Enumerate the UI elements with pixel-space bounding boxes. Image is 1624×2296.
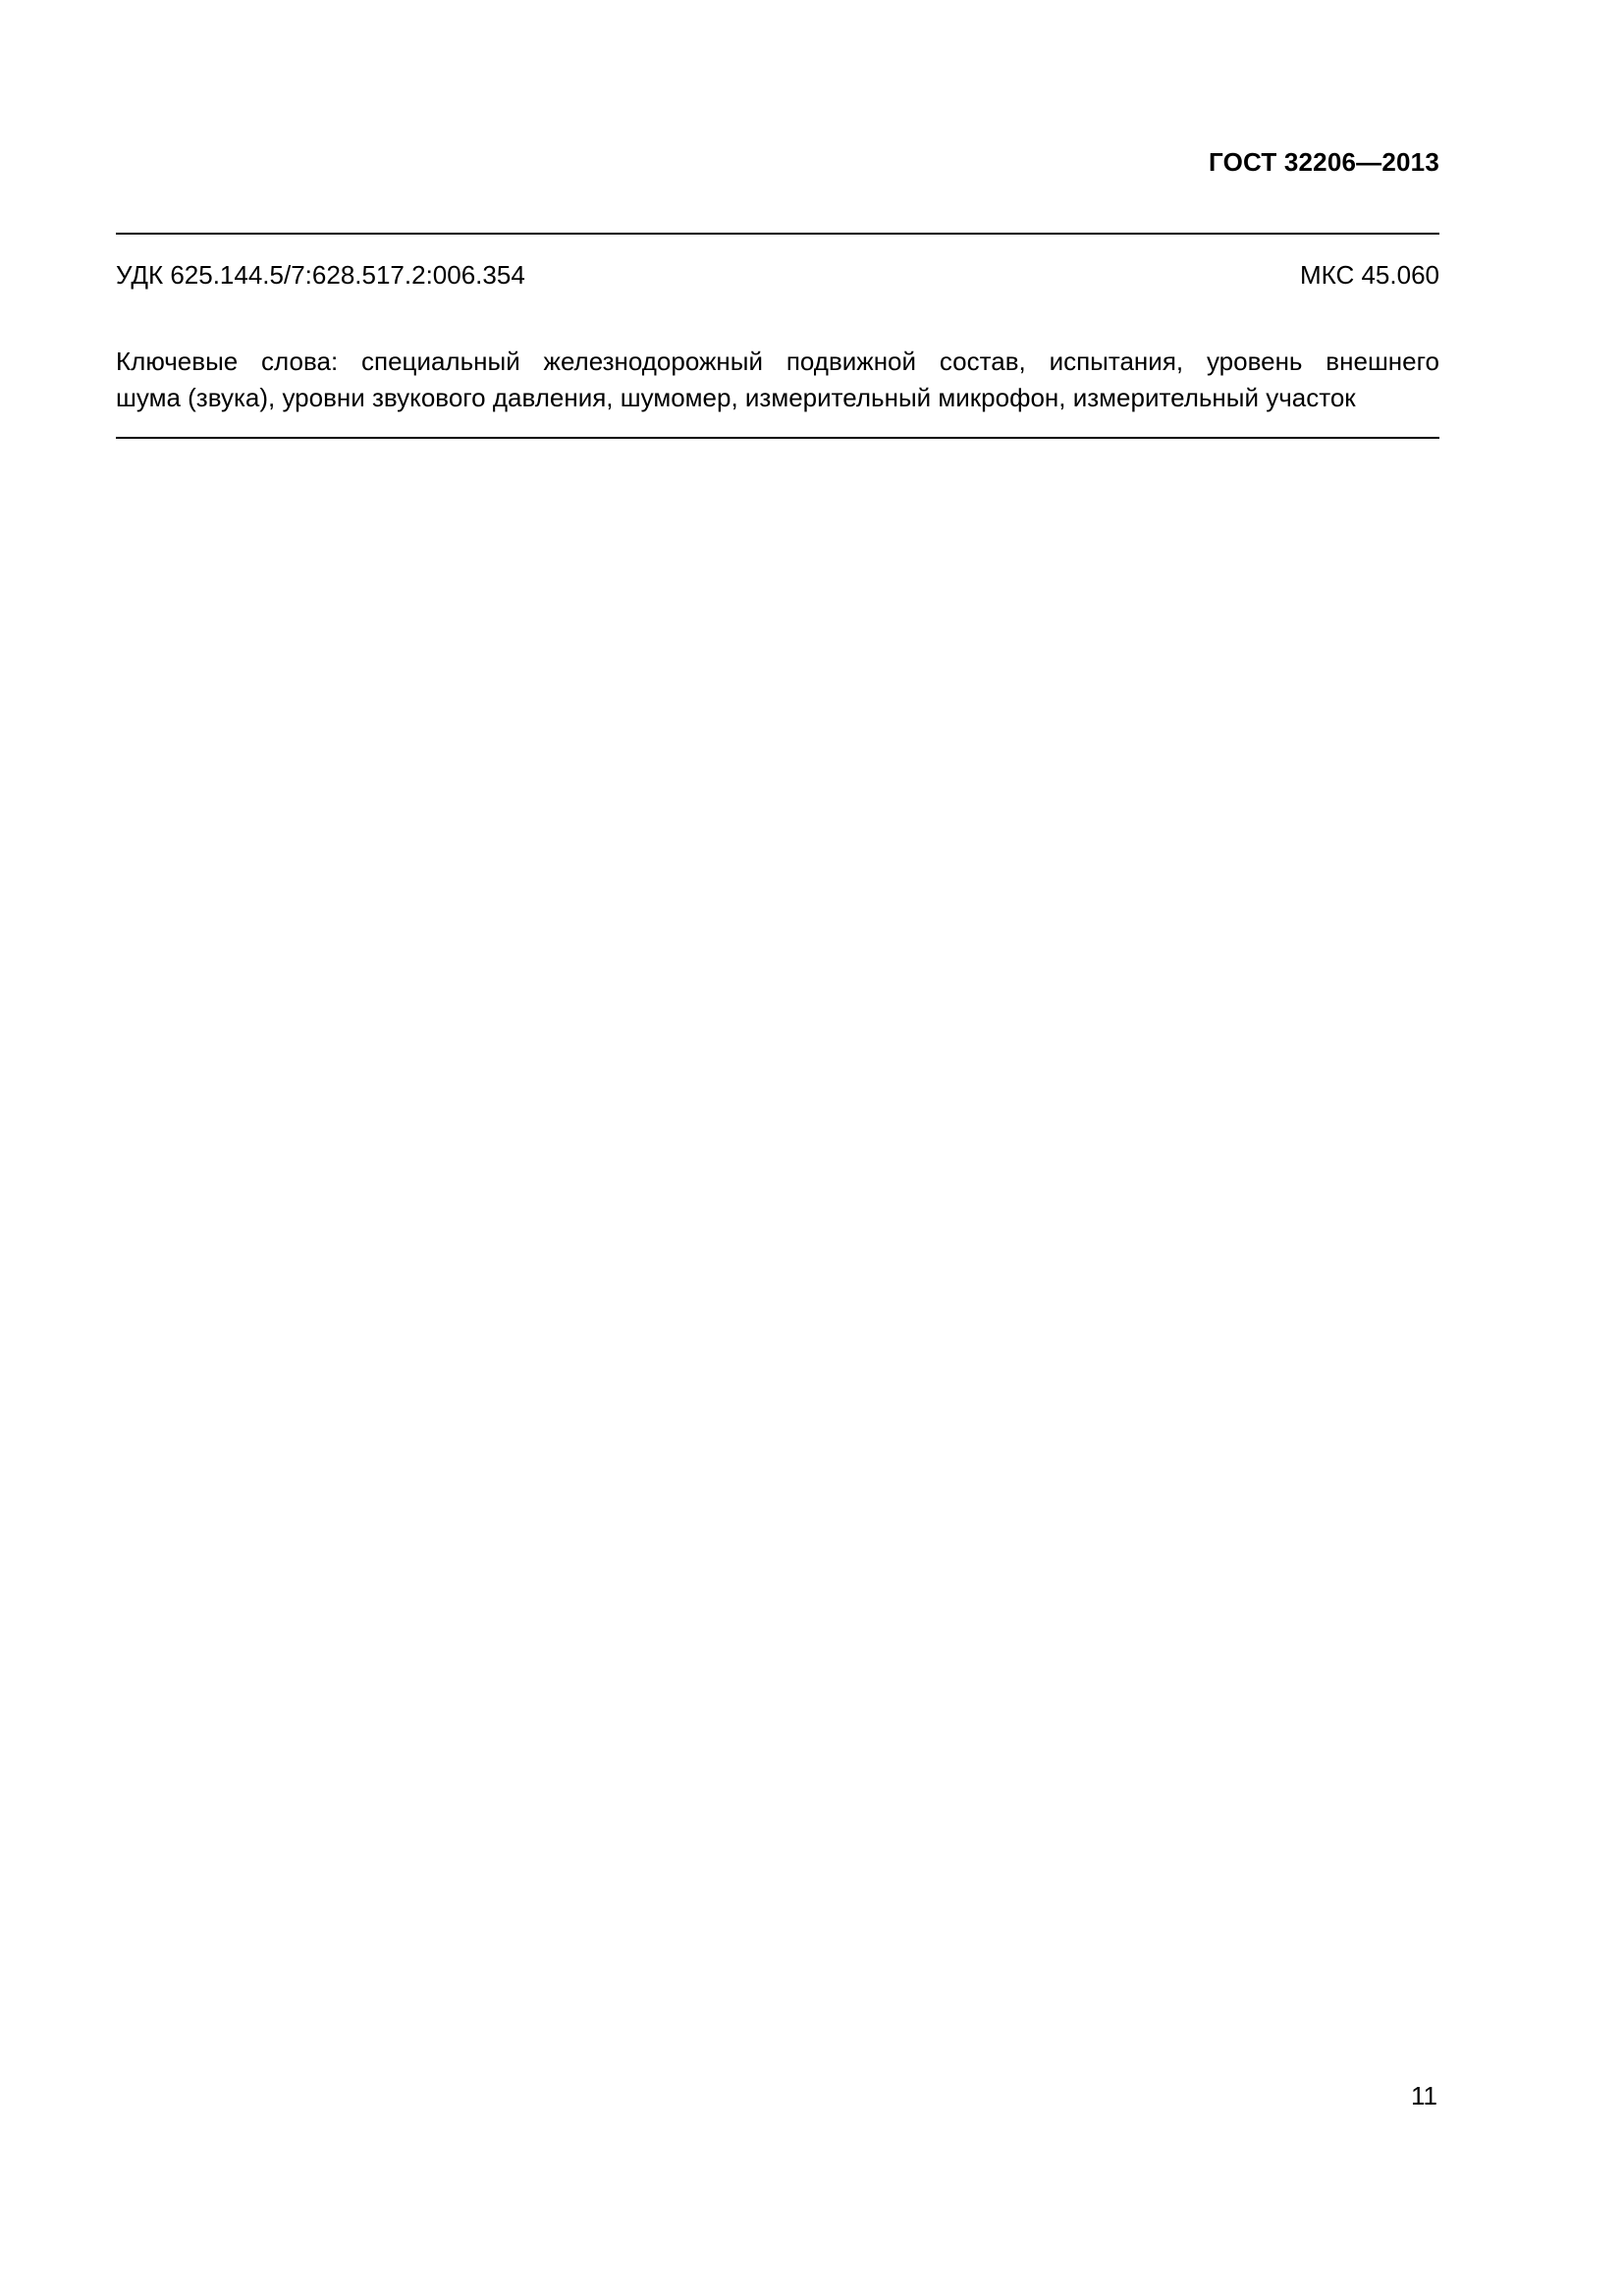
keywords-line-1: Ключевые слова: специальный железнодорожный подвижной состав, испытания, уровень внешнего [116, 347, 1439, 376]
page-number: 11 [1411, 2081, 1437, 2110]
keywords-line-2: шума (звука), уровни звукового давления, шумомер, измерительный микрофон, измерительный участок [116, 383, 1356, 412]
keywords-paragraph [116, 344, 1439, 416]
bottom-divider [116, 437, 1439, 439]
classification-row [116, 259, 1439, 291]
top-divider [116, 233, 1439, 235]
udc-code: УДК 625.144.5/7:628.517.2:006.354 [116, 260, 525, 290]
standard-code-header: ГОСТ 32206—2013 [1209, 147, 1439, 177]
ics-code: МКС 45.060 [1299, 260, 1439, 290]
